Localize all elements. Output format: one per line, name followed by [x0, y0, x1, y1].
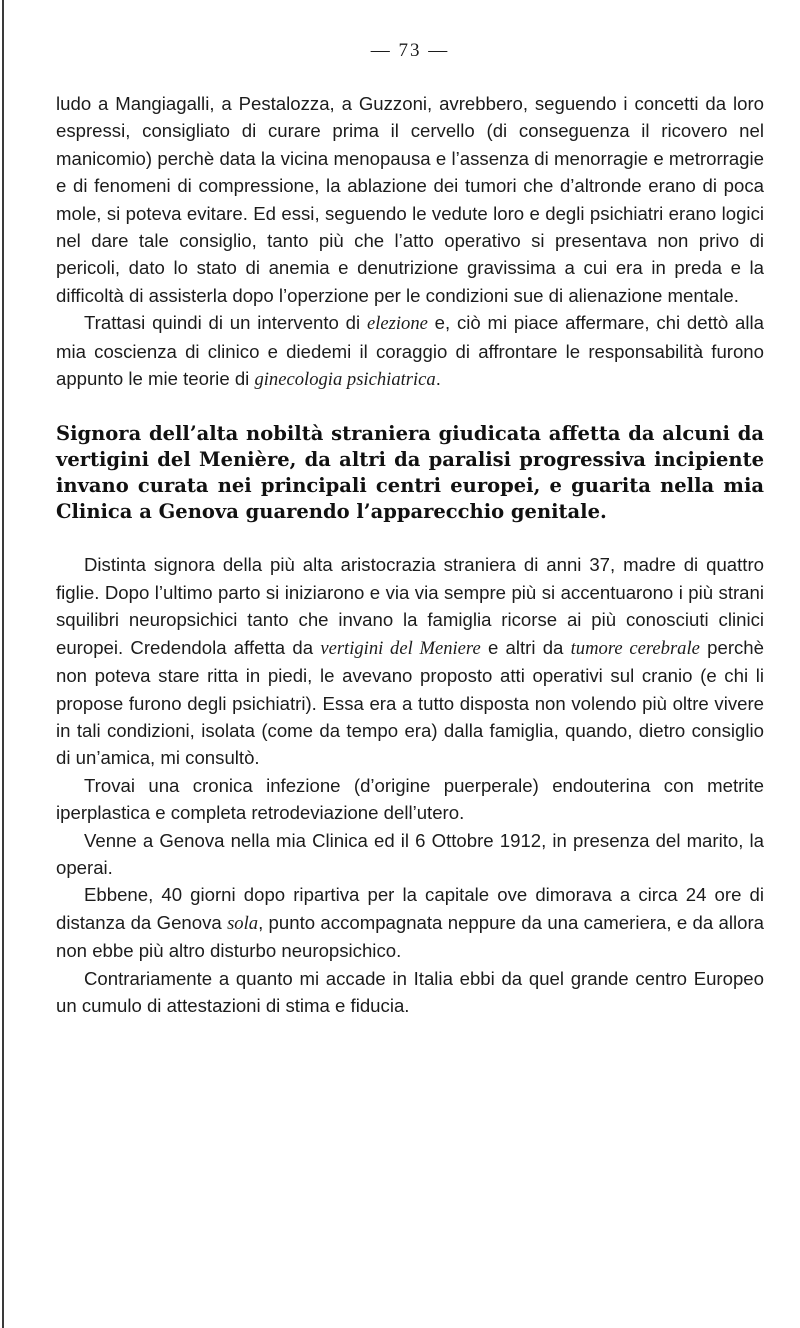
- paragraph-outcome: [56, 881, 764, 964]
- paragraph-case-intro: [56, 551, 764, 771]
- text-run: Distinta signora della più alta aristocrazia straniera di anni 37, madre di quattro figlie. Dopo l’ultimo parto si iniziarono e via via sempre più si accentuarono i più strani squilibri neuropsichici tanto che invano la famiglia ricorse ai più conosciuti clinici europei. Credendola affetta da: [56, 554, 764, 658]
- italic-term: tumore cerebrale: [570, 637, 700, 659]
- document-page: [56, 40, 764, 1019]
- italic-term: sola: [227, 912, 259, 934]
- case-heading: Signora dell’alta nobiltà straniera giudicata affetta da alcuni da vertigini del Menière, da altri da paralisi progressiva incipiente invano curata nei principali centri europei, e guarita nella mia Clinica a Genova guarendo l’apparecchio genitale.: [56, 422, 764, 524]
- text-run: .: [435, 368, 441, 390]
- paragraph-operation: Venne a Genova nella mia Clinica ed il 6 Ottobre 1912, in presenza del marito, la operai.: [56, 829, 764, 878]
- paragraph-continuation: ludo a Mangiagalli, a Pestalozza, a Guzzoni, avrebbero, seguendo i concetti da loro espressi, consigliato di curare prima il cervello (di conseguenza il ricovero nel manicomio) perchè data la vicina menopausa e l’assenza di menorragie e metrorragie e di fenomeni di compressione, la ablazione dei tumori che d’altronde erano di poca mole, si poteva evitare. Ed essi, seguendo le vedute loro e degli psichiatri erano logici nel dare tale consiglio, tanto più che l’atto operativo si presentava non privo di pericoli, dato lo stato di anemia e denutrizione gravissima a cui era in preda e la difficoltà di assisterla dopo l’operzione per le condizioni sue di alienazione mentale.: [56, 93, 764, 306]
- italic-term: ginecologia psichiatrica: [254, 369, 436, 391]
- text-run: e altri da: [480, 636, 571, 658]
- italic-term: elezione: [366, 313, 428, 335]
- text-run: Trattasi quindi di un intervento di: [84, 312, 367, 334]
- paragraph-diagnosis: Trovai una cronica infezione (d’origine puerperale) endouterina con metrite iperplastica e completa retrodeviazione dell’utero.: [56, 774, 764, 824]
- paragraph-elezione: [56, 309, 764, 393]
- text-run: perchè non poteva stare ritta in piedi, le avevano proposto atti operativi sul cranio (e chi li propose furono degli psichiatri). Essa era a tutto disposta non volendo più oltre vivere in tali condizioni, isolata (come da tempo era) dalla famiglia, quando, dietro consiglio di un’amica, mi consultò.: [56, 636, 764, 769]
- page-edge-rule: [2, 0, 4, 1328]
- text-run: Ebbene, 40 giorni dopo ripartiva per la capitale ove dimorava a circa 24 ore di distanza da Genova: [56, 884, 764, 933]
- text-run: e, ciò mi piace affermare, chi dettò alla mia coscienza di clinico e diedemi il coraggio di affrontare le responsabilità furono appunto le mie teorie di: [56, 312, 764, 390]
- paragraph-conclusion: Contrariamente a quanto mi accade in Italia ebbi da quel grande centro Europeo un cumulo di attestazioni di stima e fiducia.: [56, 967, 764, 1016]
- italic-term: vertigini del Meniere: [320, 637, 481, 659]
- page-number: — 73 —: [370, 40, 450, 61]
- text-run: , punto accompagnata neppure da una cameriera, e da allora non ebbe più altro disturbo neuropsichico.: [56, 911, 764, 962]
